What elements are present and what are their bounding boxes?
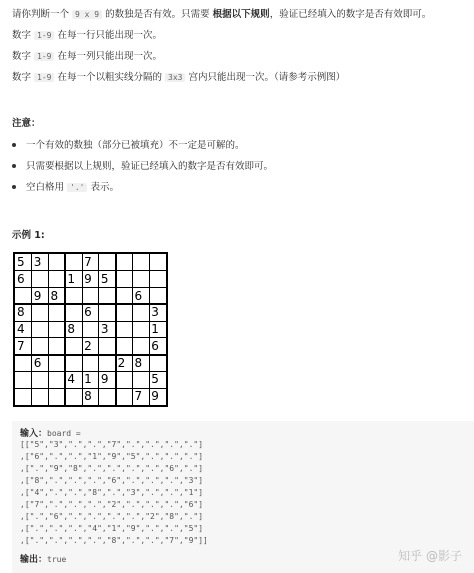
intro-text: 的数独是否有效。只需要: [102, 9, 213, 20]
sudoku-cell: 9: [151, 389, 159, 404]
sudoku-cell: [149, 288, 166, 305]
sudoku-cell: 3: [33, 255, 42, 269]
output-value: true: [47, 555, 67, 564]
sudoku-cell: [116, 321, 133, 338]
sudoku-cell: 7: [17, 338, 25, 353]
sudoku-cell: [65, 254, 82, 271]
note-item: [12, 160, 273, 174]
sudoku-cell: 6: [134, 288, 143, 303]
output-label: 输出：: [20, 555, 48, 565]
sudoku-cell: 7: [134, 389, 143, 404]
sudoku-cell: [116, 254, 133, 271]
sudoku-cell: [65, 355, 82, 372]
sudoku-cell: [32, 371, 49, 388]
code-line: ,[".","9","8",".",".",".",".","6","."]: [20, 464, 204, 473]
rule-code: 1-9: [34, 73, 54, 82]
rule-column: [12, 50, 162, 64]
rule-code: 1-9: [34, 52, 54, 61]
code-line: board =: [47, 429, 81, 438]
sudoku-cell: [49, 321, 66, 338]
sudoku-cell: [15, 371, 32, 388]
rule-text: 在每一列只能出现一次。: [54, 51, 163, 62]
sudoku-cell: 4: [67, 372, 75, 387]
sudoku-cell: 8: [17, 305, 25, 320]
sudoku-cell: 1: [84, 372, 92, 387]
cell-divider: [82, 254, 83, 405]
box-divider: [64, 254, 66, 405]
sudoku-cell: [82, 288, 99, 305]
sudoku-cell: 2: [117, 355, 126, 370]
problem-intro: [12, 8, 431, 22]
sudoku-cell: 3: [151, 305, 159, 320]
code-line: ,[".",".",".",".","8",".",".","7","9"]]: [20, 536, 208, 545]
cell-divider: [98, 254, 99, 405]
code-line: ,["7",".",".",".","2",".",".",".","6"]: [20, 500, 204, 509]
sudoku-cell: [132, 321, 149, 338]
sudoku-cell: 6: [84, 305, 92, 320]
watermark: 知乎 @影子: [398, 549, 462, 563]
code-line: ,[".",".",".","4","1","9",".",".","5"]: [20, 524, 204, 533]
sudoku-cell: [149, 271, 166, 288]
sudoku-cell: [32, 271, 49, 288]
sudoku-cell: [116, 338, 133, 355]
sudoku-cell: 8: [84, 389, 92, 404]
sudoku-board: [13, 252, 168, 407]
cell-divider: [15, 287, 166, 288]
rule-text: 在每一个以粗实线分隔的: [54, 72, 166, 83]
sudoku-cell: 6: [33, 355, 42, 370]
sudoku-cell: [49, 371, 66, 388]
cell-divider: [15, 321, 166, 322]
sudoku-cell: [32, 338, 49, 355]
sudoku-cell: [99, 304, 116, 321]
bullet-dot: [12, 143, 16, 147]
rule-text: 宫内只能出现一次。（请参考示例图）: [185, 72, 346, 83]
sudoku-cell: [99, 388, 116, 405]
note-item: [12, 139, 245, 153]
cell-divider: [31, 254, 32, 405]
note-text: 空白格用: [26, 182, 68, 193]
box-divider: [115, 254, 117, 405]
intro-text: 请你判断一个: [12, 9, 73, 20]
note-item: [12, 181, 119, 195]
sudoku-cell: 6: [17, 271, 25, 286]
rule-text: 数字: [12, 30, 35, 41]
sudoku-cell: [116, 271, 133, 288]
sudoku-cell: [82, 355, 99, 372]
sudoku-cell: [65, 304, 82, 321]
code-line: ,[".","6",".",".",".",".","2","8","."]: [20, 512, 204, 521]
rule-text: 数字: [12, 51, 35, 62]
sudoku-cell: 7: [84, 255, 92, 269]
sudoku-cell: [116, 288, 133, 305]
sudoku-cell: 8: [67, 322, 75, 337]
sudoku-cell: 9: [84, 271, 92, 286]
sudoku-cell: 4: [17, 322, 25, 337]
sudoku-cell: 1: [67, 271, 75, 286]
cell-divider: [15, 388, 166, 389]
output-line: [20, 554, 66, 566]
rule-text: 数字: [12, 72, 35, 83]
code-line: ,["8",".",".",".","6",".",".",".","3"]: [20, 476, 204, 485]
input-label: 输入：: [20, 429, 48, 439]
sudoku-cell: [132, 304, 149, 321]
box-divider: [15, 354, 166, 356]
sudoku-cell: 2: [84, 338, 92, 353]
sudoku-cell: [15, 355, 32, 372]
sudoku-cell: [15, 388, 32, 405]
note-text: 只需要根据以上规则，验证已经填入的数字是否有效即可。: [26, 161, 274, 172]
sudoku-cell: [99, 338, 116, 355]
cell-divider: [48, 254, 49, 405]
cell-divider: [15, 337, 166, 338]
code-line: ,["4",".",".","8",".","3",".",".","1"]: [20, 488, 204, 497]
code-line: [["5","3",".",".","7",".",".",".","."]: [20, 440, 204, 449]
sudoku-cell: 9: [100, 372, 109, 387]
sudoku-cell: [49, 254, 66, 271]
cell-divider: [15, 371, 166, 372]
sudoku-cell: 6: [151, 338, 159, 353]
sudoku-cell: [32, 321, 49, 338]
sudoku-cell: [65, 388, 82, 405]
sudoku-cell: [116, 388, 133, 405]
sudoku-cell: [49, 271, 66, 288]
sudoku-cell: 1: [151, 322, 159, 337]
sudoku-cell: [49, 355, 66, 372]
sudoku-cell: 8: [50, 288, 59, 303]
cell-divider: [149, 254, 150, 405]
sudoku-cell: [82, 321, 99, 338]
sudoku-cell: [149, 254, 166, 271]
notes-title: 注意：: [12, 118, 41, 129]
sudoku-cell: [32, 304, 49, 321]
bullet-dot: [12, 185, 16, 189]
sudoku-cell: 5: [100, 271, 109, 286]
cell-divider: [132, 254, 133, 405]
sudoku-cell: 5: [151, 372, 159, 387]
sudoku-cell: [116, 371, 133, 388]
example-title: 示例 1:: [12, 230, 45, 241]
sudoku-cell: [49, 388, 66, 405]
sudoku-cell: [65, 338, 82, 355]
box-divider: [15, 303, 166, 305]
sudoku-cell: [132, 338, 149, 355]
sudoku-cell: [132, 371, 149, 388]
sudoku-cell: [32, 388, 49, 405]
sudoku-cell: [49, 304, 66, 321]
note-code: '.': [67, 183, 87, 192]
sudoku-cell: [99, 355, 116, 372]
sudoku-cell: 9: [33, 288, 42, 303]
note-text: 表示。: [87, 182, 120, 193]
sudoku-cell: [15, 288, 32, 305]
sudoku-cell: [132, 271, 149, 288]
note-text: 一个有效的数独（部分已被填充）不一定是可解的。: [26, 140, 245, 151]
intro-strong: 根据以下规则: [212, 9, 270, 20]
sudoku-cell: [132, 254, 149, 271]
rule-code: 1-9: [34, 31, 54, 40]
sudoku-cell: 5: [17, 255, 25, 269]
sudoku-cell: [99, 288, 116, 305]
sudoku-cell: [49, 338, 66, 355]
rule-row: [12, 29, 162, 43]
rule-text: 在每一行只能出现一次。: [54, 30, 163, 41]
sudoku-cell: 8: [134, 355, 143, 370]
sudoku-cell: 3: [100, 322, 109, 337]
cell-divider: [15, 270, 166, 271]
sudoku-cell: [116, 304, 133, 321]
rule-box: [12, 71, 345, 85]
rule-code: 3x3: [165, 73, 185, 82]
intro-text: ，验证已经填入的数字是否有效即可。: [269, 9, 432, 20]
sudoku-cell: [65, 288, 82, 305]
code-line: ,["6",".",".","1","9","5",".",".","."]: [20, 452, 204, 461]
sudoku-cell: [149, 355, 166, 372]
sudoku-cell: [99, 254, 116, 271]
bullet-dot: [12, 164, 16, 168]
intro-code: 9 x 9: [72, 10, 102, 19]
